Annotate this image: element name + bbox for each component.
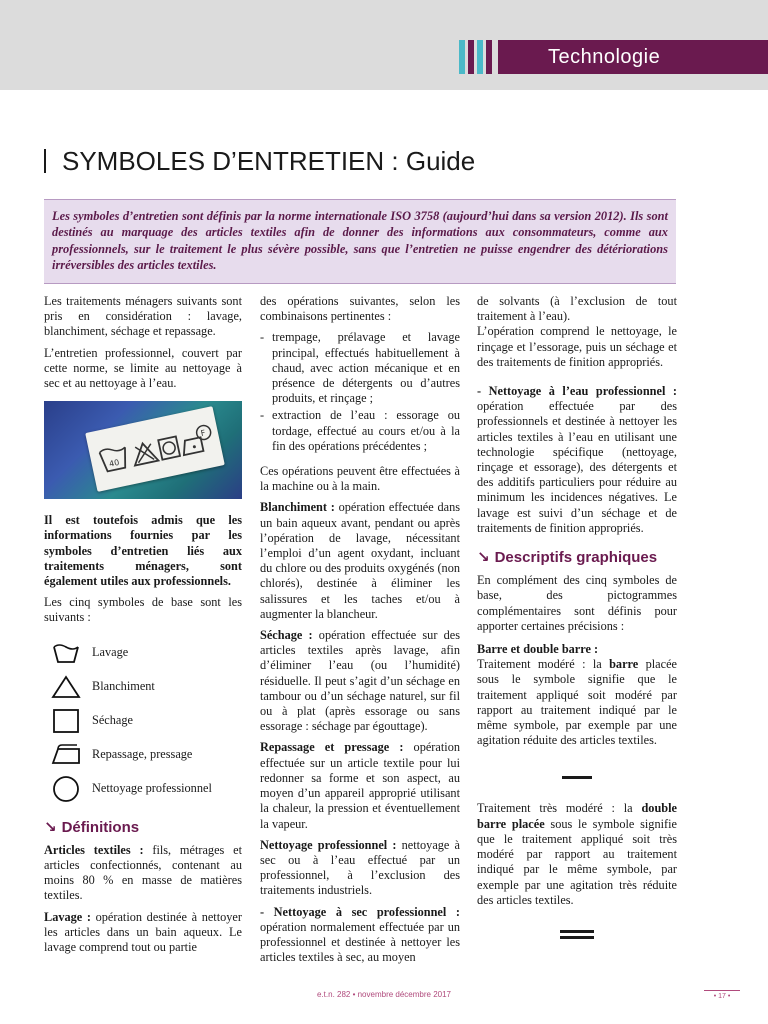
definition-term: Nettoyage professionnel : bbox=[260, 837, 397, 852]
definition-text: opération destinée à nettoyer les articles dans un bain aqueux. Le lavage comprend tout ou partie bbox=[44, 909, 242, 955]
arrow-down-right-icon: ↘ bbox=[44, 818, 57, 836]
page-title bbox=[44, 146, 475, 177]
definition-text: opération effectuée sur un article textile pour lui redonner sa forme et son aspect, au moyen d’un appareil approprié utilisant la chaleur, la pression et éventuellement la vapeur. bbox=[260, 740, 460, 831]
text-span-bold: barre bbox=[609, 657, 639, 672]
symbol-list bbox=[44, 636, 242, 806]
paragraph: de solvants (à l’exclusion de tout traitement à l’eau). bbox=[477, 294, 677, 324]
definition-term: - Nettoyage à sec professionnel : bbox=[260, 904, 460, 919]
list-item: - trempage, prélavage et lavage principal, effectués habituellement à chaud, avec action mécanique et en présence de détergents ou d’autres produits, et rinçage ; bbox=[272, 330, 460, 406]
subheading bbox=[477, 642, 677, 657]
section-heading bbox=[44, 820, 242, 835]
paragraph: Les cinq symboles de base sont les suivants : bbox=[44, 595, 242, 625]
symbol-row bbox=[44, 772, 242, 806]
definition-term: Blanchiment : bbox=[260, 500, 335, 515]
circle-icon bbox=[44, 775, 88, 803]
title-bar bbox=[44, 149, 46, 173]
text-span: sous le symbole signifie que le traitement appliqué soit très modéré par rapport au traitement indiqué par le même symbole, par exemple par une agitation très réduite des articles textiles. bbox=[477, 816, 677, 907]
definition-text: opération effectuée par des professionnels et destinée à nettoyer les articles textiles à l’eau en utilisant une technologie spécifique (nettoyage, rinçage et essorage), des détergents et des additifs particuliers pour réduire au minimum les incidences négatives. Le lavage est suivi d’un séchage et de traitements de finition appropriés. bbox=[477, 399, 677, 535]
square-icon bbox=[44, 708, 88, 734]
definition bbox=[44, 843, 242, 904]
paragraph: Les traitements ménagers suivants sont pris en considération : lavage, blanchiment, séchage et repassage. bbox=[44, 294, 242, 339]
text-span: Traitement modéré : la bbox=[477, 657, 610, 672]
list-item: - extraction de l’eau : essorage ou tordage, effectué au cours et/ou à la fin des opérations précédentes ; bbox=[272, 408, 460, 454]
paragraph: En complément des cinq symboles de base, des pictogrammes complémentaires sont définis pour apporter certaines précisions : bbox=[477, 573, 677, 633]
definition bbox=[44, 910, 242, 956]
paragraph bbox=[477, 801, 677, 907]
paragraph: L’opération comprend le nettoyage, le rinçage et l’essorage, puis un séchage et des traitements de finition appropriés. bbox=[477, 324, 677, 369]
paragraph-bold: Il est toutefois admis que les informations fournies par les symboles d’entretien liés aux traitements ménagers, sont également utiles aux professionnels. bbox=[44, 513, 242, 589]
care-label-image bbox=[85, 406, 225, 492]
section-label: Technologie bbox=[498, 40, 768, 74]
iron-icon bbox=[44, 743, 88, 767]
definition-text: nettoyage à sec ou à l’eau effectué par un professionnel, à l’exclusion des traitements industriels. bbox=[260, 837, 460, 898]
definition-text: opération normalement effectuée par un professionnel et destinée à nettoyer les articles textiles à sec, au moyen bbox=[260, 919, 460, 965]
definition bbox=[477, 384, 677, 536]
symbol-row bbox=[44, 704, 242, 738]
footer-text: e.t.n. 282 • novembre décembre 2017 bbox=[317, 990, 451, 999]
symbol-label: Blanchiment bbox=[92, 679, 155, 694]
intro-box: Les symboles d’entretien sont définis par la norme internationale ISO 3758 (aujourd’hui dans sa version 2012). Ils sont destinés au marquage des articles textiles afin de donner des informations aux consommateurs, comme aux professionnels, sur le traitement le plus sévère possible, sans que l’entretien ne puisse engendrer des détériorations irréversibles des articles textiles. bbox=[44, 199, 676, 284]
definition-term: Séchage : bbox=[260, 628, 313, 643]
symbol-row bbox=[44, 738, 242, 772]
definition-term: Articles textiles : bbox=[44, 842, 144, 857]
column-2 bbox=[260, 294, 460, 971]
care-label-photo bbox=[44, 401, 242, 499]
text-span: Traitement très modéré : la bbox=[477, 801, 642, 816]
paragraph: des opérations suivantes, selon les combinaisons pertinentes : bbox=[260, 294, 460, 324]
definition-text: fils, métrages et articles confectionnés, contenant au moins 80 % en masse de matières textiles. bbox=[44, 842, 242, 903]
operations-list bbox=[260, 330, 460, 454]
header-stripe bbox=[468, 40, 474, 74]
definition bbox=[260, 500, 460, 622]
arrow-down-right-icon: ↘ bbox=[477, 549, 490, 567]
definition bbox=[260, 740, 460, 831]
symbol-label: Séchage bbox=[92, 713, 133, 728]
triangle-icon bbox=[44, 675, 88, 699]
symbol-row bbox=[44, 636, 242, 670]
svg-text:40: 40 bbox=[108, 458, 121, 469]
page-title-text: SYMBOLES D’ENTRETIEN : Guide bbox=[62, 146, 476, 176]
column-3 bbox=[477, 294, 677, 939]
paragraph bbox=[477, 657, 677, 748]
svg-text:F: F bbox=[199, 428, 207, 439]
symbol-row bbox=[44, 670, 242, 704]
definition-text: opération effectuée sur des articles textiles après lavage, afin d’éliminer l’eau (ou l’humidité) résiduelle. Il peut s’agit d’un séchage en tambour ou d’un séchage naturel, sur fil ou à plat (après essorage ou sans essorage : séchage par égouttage). bbox=[260, 628, 460, 734]
section-heading bbox=[477, 550, 677, 565]
header-stripe bbox=[459, 40, 465, 74]
header-stripe bbox=[477, 40, 483, 74]
section-heading-text: Descriptifs graphiques bbox=[494, 549, 658, 567]
double-bar-icon bbox=[560, 936, 594, 939]
column-1 bbox=[44, 294, 242, 961]
definition-text: opération effectuée dans un bain aqueux avant, pendant ou après l’opération de lavage, nécessitant l’emploi d’un agent oxydant, incluant du chlore ou des produits oxygénés (non chlorés), destinée à éliminer les salissures et les taches et/ou à augmenter la blancheur. bbox=[260, 500, 460, 621]
definition bbox=[260, 838, 460, 899]
definition-term: Lavage : bbox=[44, 909, 91, 924]
definition bbox=[260, 905, 460, 966]
definition bbox=[260, 628, 460, 734]
text-span-bold: double barre placée bbox=[477, 801, 677, 831]
definition-term: Repassage et pressage : bbox=[260, 740, 404, 755]
washtub-icon bbox=[44, 641, 88, 665]
page-number: • 17 • bbox=[704, 990, 740, 1000]
subheading-text: Barre et double barre : bbox=[477, 642, 599, 657]
symbol-label: Nettoyage professionnel bbox=[92, 781, 212, 796]
care-symbols-icon bbox=[96, 421, 217, 478]
symbol-label: Repassage, pressage bbox=[92, 747, 193, 762]
section-heading-text: Définitions bbox=[61, 818, 140, 836]
paragraph: Ces opérations peuvent être effectuées à la machine ou à la main. bbox=[260, 464, 460, 494]
symbol-label: Lavage bbox=[92, 645, 129, 660]
text-span: placée sous le symbole signifie que le traitement appliqué soit modéré par rapport au traitement indiqué par le même symbole, par exemple par une agitation réduite des articles textiles. bbox=[477, 657, 677, 748]
paragraph: L’entretien professionnel, couvert par cette norme, se limite au nettoyage à sec et au nettoyage à l’eau. bbox=[44, 345, 242, 391]
header-stripe bbox=[486, 40, 492, 74]
definition-term: - Nettoyage à l’eau professionnel : bbox=[477, 384, 677, 399]
